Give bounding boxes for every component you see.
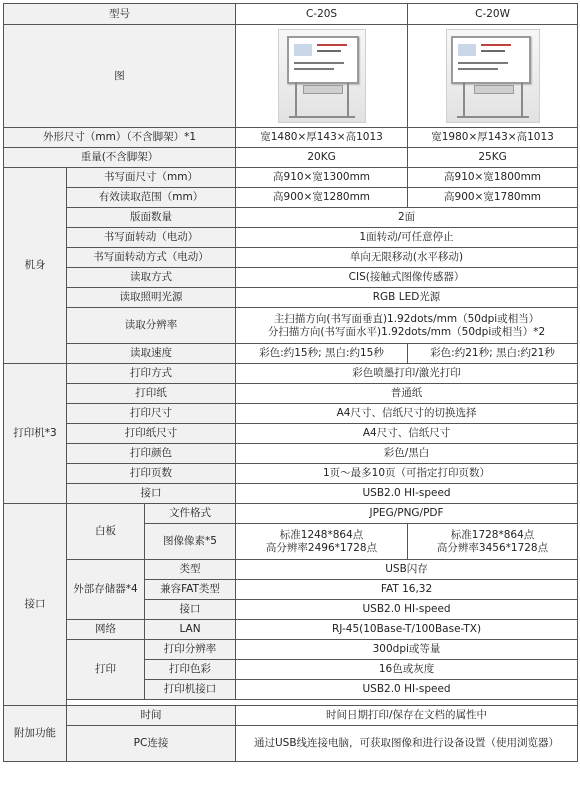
c20s-photo-cell — [236, 25, 408, 128]
body-row-c20s: 高910×宽1300mm — [236, 168, 408, 188]
body-row — [4, 228, 578, 248]
extra-group-label: 附加功能 — [4, 706, 67, 762]
body-row — [4, 344, 578, 364]
storage-type-row — [4, 560, 578, 580]
body-row-c20w: 彩色:约21秒; 黑白:约21秒 — [408, 344, 578, 364]
print-color-label: 打印色彩 — [145, 660, 236, 680]
printer-row — [4, 464, 578, 484]
printer-row — [4, 384, 578, 404]
header-row — [4, 4, 578, 25]
pixels-high: 高分辨率2496*1728点 — [265, 541, 378, 554]
interface-group-label: 接口 — [4, 504, 67, 706]
resolution-main: 主扫描方向(书写面垂直)1.92dots/mm（50dpi或相当） — [273, 312, 540, 325]
body-row-value: RGB LED光源 — [236, 288, 578, 308]
printer-row-label: 打印颜色 — [67, 444, 236, 464]
body-row-label: 有效读取范围（mm） — [67, 188, 236, 208]
storage-port-label: 接口 — [145, 600, 236, 620]
body-row-label: 书写面转动方式（电动） — [67, 248, 236, 268]
body-row-c20s: 高900×宽1280mm — [236, 188, 408, 208]
printer-row — [4, 404, 578, 424]
printer-row-value: A4尺寸、信纸尺寸的切换选择 — [236, 404, 578, 424]
printer-row-value: 1页～最多10页（可指定打印页数） — [236, 464, 578, 484]
printer-row-label: 打印尺寸 — [67, 404, 236, 424]
time-label: 时间 — [67, 706, 236, 726]
body-row-label: 书写面尺寸（mm） — [67, 168, 236, 188]
printer-row — [4, 444, 578, 464]
storage-type-label: 类型 — [145, 560, 236, 580]
image-pixels-c20w — [408, 524, 578, 560]
time-value: 时间日期打印/保存在文档的属性中 — [236, 706, 578, 726]
body-row-value: 单向无限移动(水平移动) — [236, 248, 578, 268]
spec-table — [3, 3, 578, 762]
fat-type-value: FAT 16,32 — [236, 580, 578, 600]
whiteboard-format-row — [4, 504, 578, 524]
pc-row — [4, 726, 578, 762]
body-row — [4, 188, 578, 208]
lan-label: LAN — [145, 620, 236, 640]
body-row — [4, 288, 578, 308]
pixels-high: 高分辨率3456*1728点 — [436, 541, 549, 554]
print-res-row — [4, 640, 578, 660]
body-row — [4, 248, 578, 268]
time-row — [4, 706, 578, 726]
resolution-value — [236, 308, 578, 344]
c20s-whiteboard-image — [278, 29, 366, 123]
print-label: 打印 — [67, 640, 145, 700]
print-port-value: USB2.0 HI-speed — [236, 680, 578, 700]
body-row-value: 2面 — [236, 208, 578, 228]
body-row — [4, 268, 578, 288]
size-c20w: 宽1980×厚143×高1013 — [408, 128, 578, 148]
printer-row-value: 彩色/黑白 — [236, 444, 578, 464]
printer-row-value: 彩色喷墨打印/激光打印 — [236, 364, 578, 384]
body-row-c20w: 高910×宽1800mm — [408, 168, 578, 188]
header-model-c20s: C-20S — [236, 4, 408, 25]
weight-c20s: 20KG — [236, 148, 408, 168]
print-res-label: 打印分辨率 — [145, 640, 236, 660]
body-row-label: 书写面转动（电动） — [67, 228, 236, 248]
weight-label: 重量(不含脚架） — [4, 148, 236, 168]
weight-row — [4, 148, 578, 168]
printer-row-label: 打印纸 — [67, 384, 236, 404]
resolution-sub: 分扫描方向(书写面水平)1.92dots/mm（50dpi或相当）*2 — [267, 325, 546, 338]
body-row — [4, 168, 578, 188]
body-row-label: 读取速度 — [67, 344, 236, 364]
printer-row — [4, 364, 578, 384]
header-model-label: 型号 — [4, 4, 236, 25]
body-row-label: 读取分辨率 — [67, 308, 236, 344]
printer-row-label: 接口 — [67, 484, 236, 504]
print-color-value: 16色或灰度 — [236, 660, 578, 680]
size-row — [4, 128, 578, 148]
lan-value: RJ-45(10Base-T/100Base-TX) — [236, 620, 578, 640]
body-row-value: CIS(接触式图像传感器） — [236, 268, 578, 288]
body-row-c20w: 高900×宽1780mm — [408, 188, 578, 208]
body-row — [4, 208, 578, 228]
printer-row-label: 打印页数 — [67, 464, 236, 484]
storage-port-value: USB2.0 HI-speed — [236, 600, 578, 620]
file-format-label: 文件格式 — [145, 504, 236, 524]
c20w-photo-cell — [408, 25, 578, 128]
storage-type-value: USB闪存 — [236, 560, 578, 580]
print-res-value: 300dpi或等量 — [236, 640, 578, 660]
body-group-label: 机身 — [4, 168, 67, 364]
whiteboard-label: 白板 — [67, 504, 145, 560]
image-pixels-c20s — [236, 524, 408, 560]
pixels-standard: 标准1248*864点 — [279, 528, 364, 541]
printer-row-value: USB2.0 HI-speed — [236, 484, 578, 504]
printer-row-value: 普通纸 — [236, 384, 578, 404]
printer-row-label: 打印纸尺寸 — [67, 424, 236, 444]
printer-row — [4, 484, 578, 504]
printer-row — [4, 424, 578, 444]
weight-c20w: 25KG — [408, 148, 578, 168]
size-c20s: 宽1480×厚143×高1013 — [236, 128, 408, 148]
image-row-label: 图 — [4, 25, 236, 128]
pixels-standard: 标准1728*864点 — [450, 528, 535, 541]
body-row-label: 版面数量 — [67, 208, 236, 228]
print-port-label: 打印机接口 — [145, 680, 236, 700]
body-row-value: 1面转动/可任意停止 — [236, 228, 578, 248]
storage-label: 外部存储器*4 — [67, 560, 145, 620]
c20w-whiteboard-image — [446, 29, 540, 123]
network-label: 网络 — [67, 620, 145, 640]
image-row — [4, 25, 578, 128]
body-row — [4, 308, 578, 344]
body-row-label: 读取照明光源 — [67, 288, 236, 308]
size-label: 外形尺寸（mm）（不含脚架）*1 — [4, 128, 236, 148]
file-format-value: JPEG/PNG/PDF — [236, 504, 578, 524]
network-row — [4, 620, 578, 640]
printer-group-label: 打印机*3 — [4, 364, 67, 504]
printer-row-label: 打印方式 — [67, 364, 236, 384]
printer-row-value: A4尺寸、信纸尺寸 — [236, 424, 578, 444]
body-row-label: 读取方式 — [67, 268, 236, 288]
body-row-c20s: 彩色:约15秒; 黑白:约15秒 — [236, 344, 408, 364]
header-model-c20w: C-20W — [408, 4, 578, 25]
pc-value: 通过USB线连接电脑，可获取图像和进行设备设置（使用浏览器） — [236, 726, 578, 762]
image-pixels-label: 图像像素*5 — [145, 524, 236, 560]
fat-type-label: 兼容FAT类型 — [145, 580, 236, 600]
pc-label: PC连接 — [67, 726, 236, 762]
